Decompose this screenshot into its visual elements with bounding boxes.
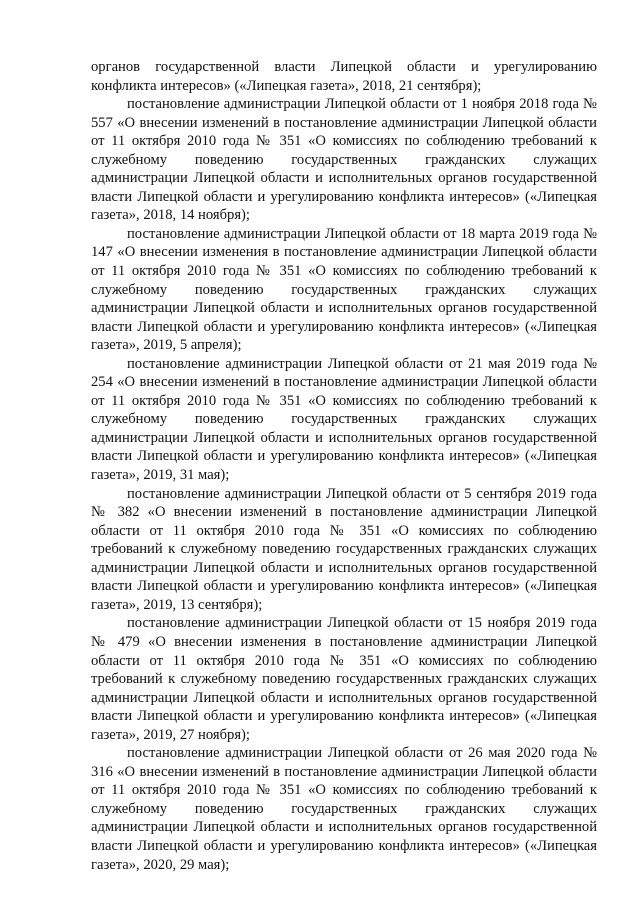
paragraph-resolution-316: постановление администрации Липецкой области от 26 мая 2020 года № 316 «О внесении изменений в постановление администрации Липецкой области от 11 октября 2010 года № 351 «О комиссиях по соблюдению требований к служебному поведению государственных гражданских служащих администрации Липецкой области и исполнительных органов государственной власти Липецкой области и урегулированию конфликта интересов» («Липецкая газета», 2020, 29 мая); bbox=[91, 745, 597, 873]
paragraph-resolution-557: постановление администрации Липецкой области от 1 ноября 2018 года № 557 «О внесении изменений в постановление администрации Липецкой области от 11 октября 2010 года № 351 «О комиссиях по соблюдению требований к служебному поведению государственных гражданских служащих администрации Липецкой области и исполнительных органов государственной власти Липецкой области и урегулированию конфликта интересов» («Липецкая газета», 2018, 14 ноября); bbox=[91, 96, 597, 224]
paragraph-resolution-147: постановление администрации Липецкой области от 18 марта 2019 года № 147 «О внесении изменения в постановление администрации Липецкой области от 11 октября 2010 года № 351 «О комиссиях по соблюдению требований к служебному поведению государственных гражданских служащих администрации Липецкой области и исполнительных органов государственной власти Липецкой области и урегулированию конфликта интересов» («Липецкая газета», 2019, 5 апреля); bbox=[91, 225, 597, 354]
paragraph-resolution-382: постановление администрации Липецкой области от 5 сентября 2019 года № 382 «О внесении изменений в постановление администрации Липецкой области от 11 октября 2010 года № 351 «О комиссиях по соблюдению требований к служебному поведению государственных гражданских служащих администрации Липецкой области и исполнительных органов государственной власти Липецкой области и урегулированию конфликта интересов» («Липецкая газета», 2019, 13 сентября); bbox=[91, 485, 597, 613]
paragraph-resolution-479: постановление администрации Липецкой области от 15 ноября 2019 года № 479 «О внесении изменения в постановление администрации Липецкой области от 11 октября 2010 года № 351 «О комиссиях по соблюдению требований к служебному поведению государственных гражданских служащих администрации Липецкой области и исполнительных органов государственной власти Липецкой области и урегулированию конфликта интересов» («Липецкая газета», 2019, 27 ноября); bbox=[91, 615, 597, 743]
document-body bbox=[91, 58, 597, 874]
paragraph-resolution-254: постановление администрации Липецкой области от 21 мая 2019 года № 254 «О внесении изменений в постановление администрации Липецкой области от 11 октября 2010 года № 351 «О комиссиях по соблюдению требований к служебному поведению государственных гражданских служащих администрации Липецкой области и исполнительных органов государственной власти Липецкой области и урегулированию конфликта интересов» («Липецкая газета», 2019, 31 мая); bbox=[91, 355, 597, 484]
paragraph-continuation: органов государственной власти Липецкой области и урегулированию конфликта интересов» («Липецкая газета», 2018, 21 сентября); bbox=[91, 59, 597, 94]
